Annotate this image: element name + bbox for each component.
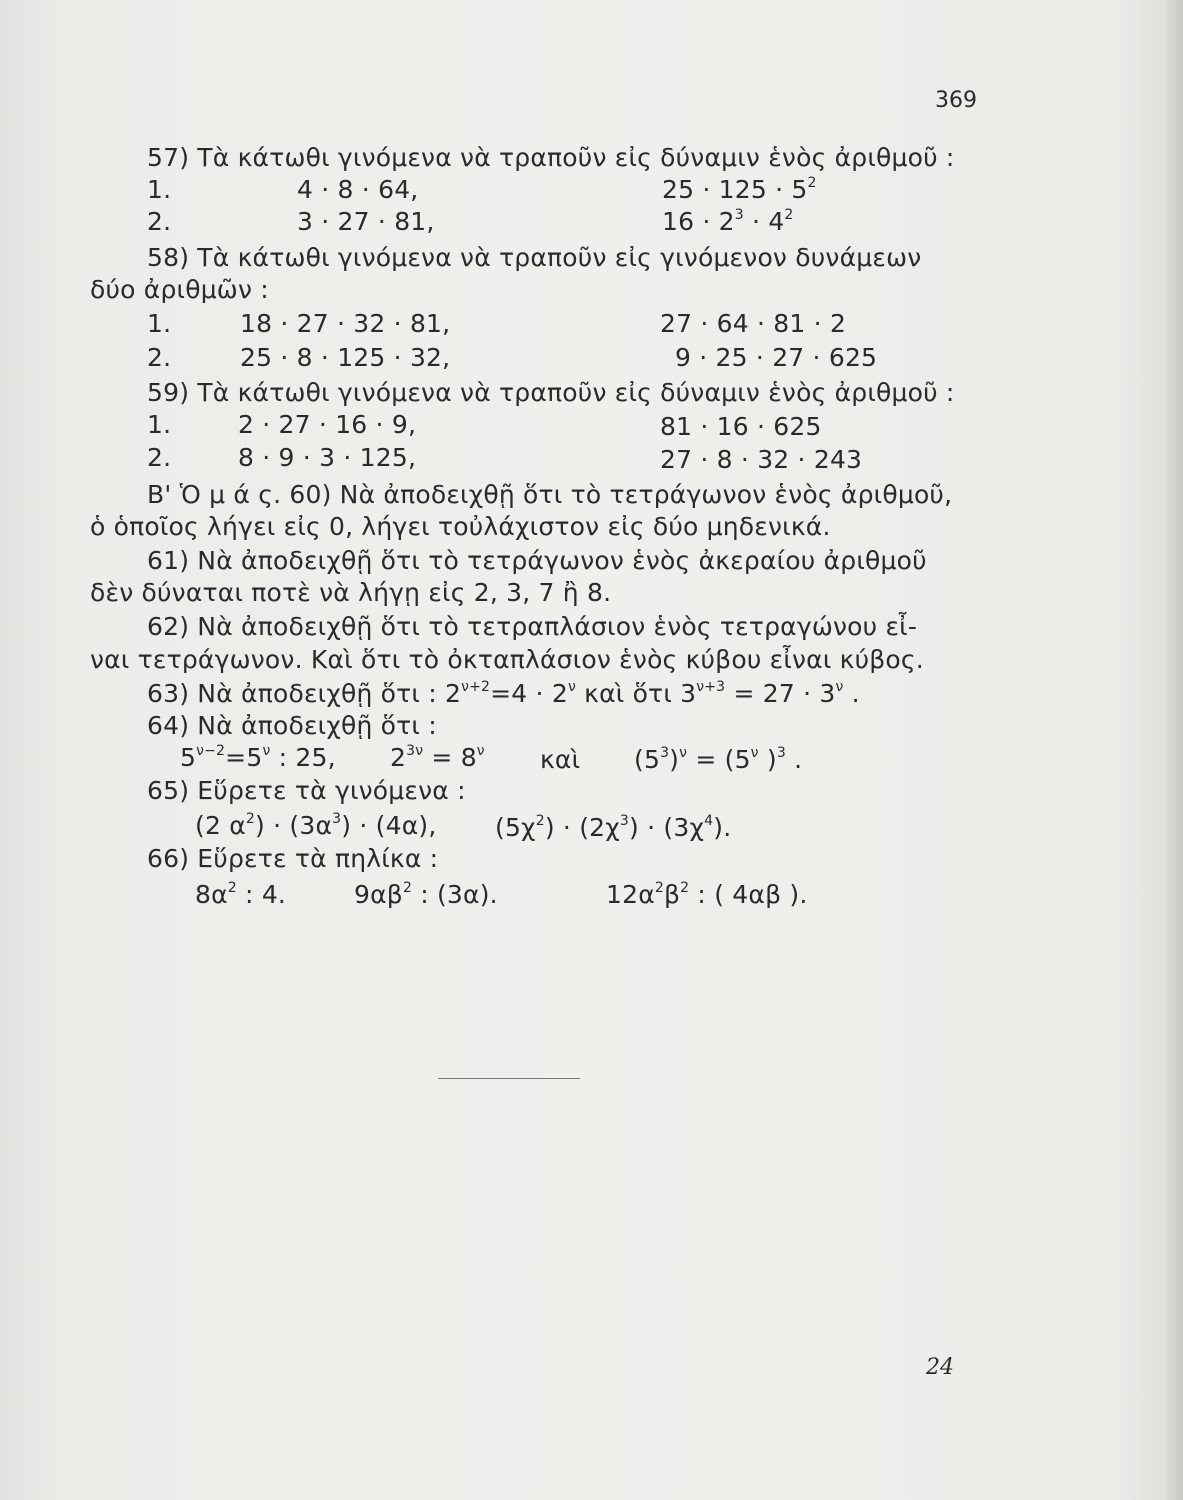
expression: 18 · 27 · 32 · 81, bbox=[240, 309, 451, 338]
expression: 3 · 27 · 81, bbox=[297, 207, 435, 236]
exercise-58: 58) Τὰ κάτωθι γινόμενα νὰ τραποῦν εἰς γινόμενον δυνάμεων bbox=[147, 243, 922, 272]
exercise-57: 57) Τὰ κάτωθι γινόμενα νὰ τραποῦν εἰς δύναμιν ἑνὸς ἀριθμοῦ : bbox=[147, 143, 955, 172]
exercise-66: 66) Εὕρετε τὰ πηλίκα : bbox=[147, 844, 439, 873]
exercise-59: 59) Τὰ κάτωθι γινόμενα νὰ τραποῦν εἰς δύναμιν ἑνὸς ἀριθμοῦ : bbox=[147, 378, 955, 407]
expression: $8\alpha^2$ : 4. bbox=[195, 880, 287, 909]
expression: $16 \cdot 2^3 \cdot 4^2$ bbox=[662, 207, 794, 236]
expression: 9 · 25 · 27 · 625 bbox=[675, 343, 878, 372]
item-label: 2. bbox=[147, 207, 172, 236]
text-line: δὲν δύναται ποτὲ νὰ λήγῃ εἰς 2, 3, 7 ἢ 8. bbox=[90, 578, 612, 607]
expression: $(5\chi^2) \cdot (2\chi^3) \cdot (3\chi^4)$. bbox=[495, 813, 732, 842]
expression: 8 · 9 · 3 · 125, bbox=[238, 443, 417, 472]
expression: 27 · 8 · 32 · 243 bbox=[660, 445, 863, 474]
expression: $2^{3\nu} = 8^\nu$ bbox=[390, 743, 485, 772]
signature-mark: 24 bbox=[926, 1355, 954, 1380]
exercise-62: 62) Νὰ ἀποδειχθῇ ὅτι τὸ τετραπλάσιον ἑνὸς τετραγώνου εἶ- bbox=[147, 612, 918, 641]
text-line: δύο ἀριθμῶν : bbox=[90, 275, 269, 304]
exercise-64: 64) Νὰ ἀποδειχθῇ ὅτι : bbox=[147, 711, 437, 740]
expression: $9\alpha\beta^2$ : (3α). bbox=[354, 880, 498, 909]
text-word: καὶ bbox=[540, 745, 581, 774]
exercise-63: 63) Νὰ ἀποδειχθῇ ὅτι : $2^{\nu+2}=4 \cdot 2^\nu$ καὶ ὅτι $3^{\nu+3} = 27 \cdot 3^\nu$ . bbox=[147, 679, 860, 708]
exercise-61: 61) Νὰ ἀποδειχθῇ ὅτι τὸ τετράγωνον ἑνὸς ἀκεραίου ἀριθμοῦ bbox=[147, 546, 927, 575]
expression: 4 · 8 · 64, bbox=[297, 175, 419, 204]
text-line: ναι τετράγωνον. Καὶ ὅτι τὸ ὀκταπλάσιον ἑνὸς κύβου εἶναι κύβος. bbox=[90, 645, 924, 674]
item-label: 1. bbox=[147, 410, 172, 439]
exercise-60: Β' Ὁ μ ά ς. 60) Νὰ ἀποδειχθῇ ὅτι τὸ τετράγωνον ἑνὸς ἀριθμοῦ, bbox=[147, 480, 953, 509]
expression: $(5^3)^\nu = (5^\nu$ )$^3$ . bbox=[634, 745, 803, 774]
page-edge bbox=[1167, 0, 1183, 1500]
expression: 25 · 8 · 125 · 32, bbox=[240, 343, 451, 372]
expression: 27 · 64 · 81 · 2 bbox=[660, 309, 847, 338]
expression: $25 \cdot 125 \cdot 5^2$ bbox=[662, 175, 817, 204]
item-label: 2. bbox=[147, 443, 172, 472]
section-divider bbox=[438, 1078, 580, 1079]
item-label: 1. bbox=[147, 175, 172, 204]
page-number: 369 bbox=[935, 88, 977, 113]
expression: 81 · 16 · 625 bbox=[660, 412, 822, 441]
text-line: ὁ ὁποῖος λήγει εἰς 0, λήγει τοὐλάχιστον εἰς δύο μηδενικά. bbox=[90, 512, 831, 541]
expression: $12\alpha^2\beta^2$ : ( 4αβ ). bbox=[606, 880, 808, 909]
expression: (2 $\alpha^2) \cdot (3\alpha^3) \cdot (4\alpha)$, bbox=[195, 811, 437, 840]
item-label: 1. bbox=[147, 309, 172, 338]
item-label: 2. bbox=[147, 343, 172, 372]
expression: $5^{\nu-2}=5^\nu$ : 25, bbox=[180, 743, 336, 772]
exercise-65: 65) Εὕρετε τὰ γινόμενα : bbox=[147, 776, 466, 805]
expression: 2 · 27 · 16 · 9, bbox=[238, 410, 417, 439]
